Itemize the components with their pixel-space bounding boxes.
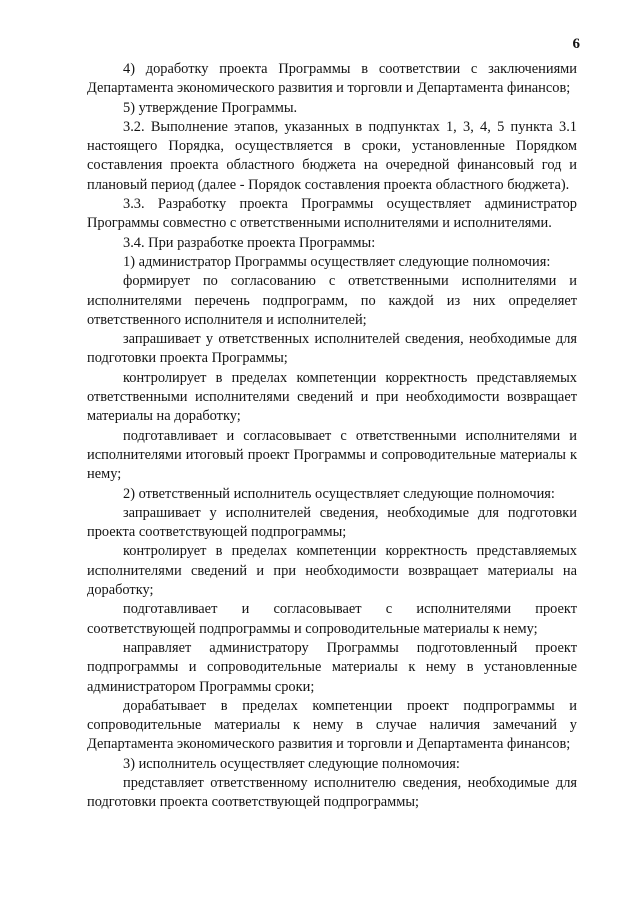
paragraph-controls-correctness: контролирует в пределах компетенции корректность представляемых ответственными исполнителями сведений и при необходимости возвращает материалы на доработку; — [87, 369, 577, 425]
paragraph-3-3: 3.3. Разработку проекта Программы осуществляет администратор Программы совместно с ответственными исполнителями и исполнителями. — [87, 196, 577, 232]
document-body — [87, 60, 577, 813]
paragraph-item-5: 5) утверждение Программы. — [123, 99, 298, 116]
paragraph-3-4: 3.4. При разработке проекта Программы: — [123, 234, 376, 251]
paragraph-refines-subprogram: дорабатывает в пределах компетенции проект подпрограммы и сопроводительные материалы к нему в случае наличия замечаний у Департамента экономического развития и торговли и Департамента финансов; — [87, 697, 577, 753]
paragraph-item-4: 4) доработку проекта Программы в соответствии с заключениями Департамента экономического развития и торговли и Департамента финансов; — [87, 61, 577, 97]
paragraph-requests-info: запрашивает у ответственных исполнителей сведения, необходимые для подготовки проекта Программы; — [87, 331, 577, 367]
paragraph-prepares-subprogram: подготавливает и согласовывает с исполнителями проект соответствующей подпрограммы и сопроводительные материалы к нему; — [87, 601, 577, 637]
page-number: 6 — [572, 36, 580, 52]
paragraph-executor-powers: 3) исполнитель осуществляет следующие полномочия: — [123, 755, 460, 772]
paragraph-administrator-powers: 1) администратор Программы осуществляет следующие полномочия: — [123, 253, 551, 270]
paragraph-3-2: 3.2. Выполнение этапов, указанных в подпунктах 1, 3, 4, 5 пункта 3.1 настоящего Порядка, осуществляется в сроки, установленные Порядком составления проекта областного бюджета на очередной финансовый год и плановый период (далее - Порядок составления проекта областного бюджета). — [87, 118, 577, 193]
paragraph-sends-subprogram: направляет администратору Программы подготовленный проект подпрограммы и сопроводительные материалы к нему в установленные администратором Программы сроки; — [87, 639, 577, 695]
paragraph-provides-info: представляет ответственному исполнителю сведения, необходимые для подготовки проекта соответствующей подпрограммы; — [87, 774, 577, 811]
paragraph-prepares-final: подготавливает и согласовывает с ответственными исполнителями и исполнителями итоговый проект Программы и сопроводительные материалы к нему; — [87, 427, 577, 483]
paragraph-responsible-powers: 2) ответственный исполнитель осуществляет следующие полномочия: — [123, 485, 555, 502]
paragraph-requests-executors: запрашивает у исполнителей сведения, необходимые для подготовки проекта соответствующей подпрограммы; — [87, 504, 577, 541]
paragraph-forms-list: формирует по согласованию с ответственными исполнителями и исполнителями перечень подпрограмм, по каждой из них определяет ответственного исполнителя и исполнителей; — [87, 273, 577, 328]
paragraph-controls-executors: контролирует в пределах компетенции корректность представляемых исполнителями сведений и при необходимости возвращает материалы на доработку; — [87, 543, 577, 599]
